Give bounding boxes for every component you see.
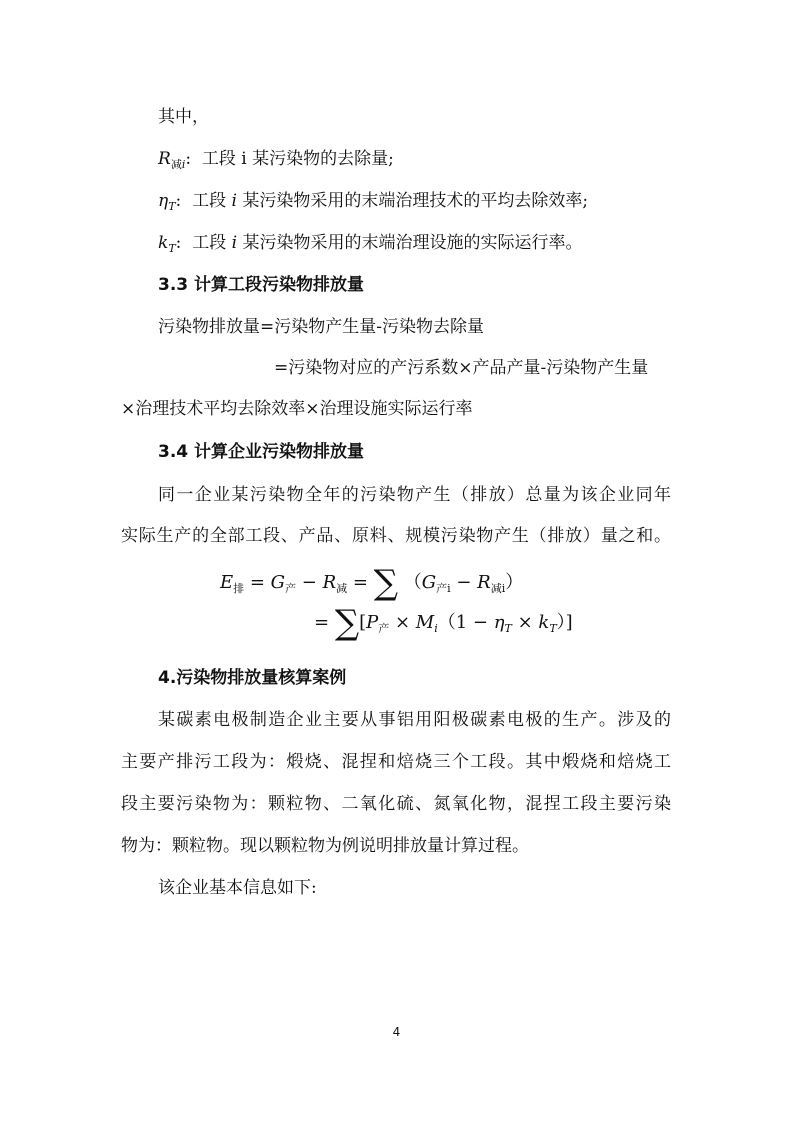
symbol-k: $k_T$	[158, 233, 176, 255]
page-number: 4	[392, 1025, 401, 1039]
section-3-3-line-2: =污染物对应的产污系数×产品产量-污染物产生量	[274, 358, 649, 378]
section-3-4-line-1: 同一企业某污染物全年的污染物产生（排放）总量为该企业同年	[158, 485, 671, 505]
section-4-line-5: 该企业基本信息如下:	[158, 878, 317, 898]
section-4-line-2: 主要产排污工段为：煅烧、混捏和焙烧三个工段。其中煅烧和焙烧工	[121, 752, 671, 772]
section-3-3-heading: 3.3 计算工段污染物排放量	[158, 275, 365, 295]
symbol-eta: $\eta_T$	[158, 191, 176, 213]
section-4-line-1: 某碳素电极制造企业主要从事铝用阳极碳素电极的生产。涉及的	[158, 710, 671, 730]
section-4-line-4: 物为：颗粒物。现以颗粒物为例说明排放量计算过程。	[121, 836, 529, 856]
definition-r-text: 工段 i 某污染物的去除量;	[201, 149, 394, 169]
section-3-4-heading: 3.4 计算企业污染物排放量	[158, 442, 365, 462]
definition-r: $R_{减i}$: 工段 i 某污染物的去除量;	[158, 149, 394, 171]
formula-line-1: $E_排 = G_产 - R_减$ = ∑ $(G_{产i} - R_{减i})$	[220, 563, 524, 603]
section-3-3-line-3: ×治理技术平均去除效率×治理设施实际运行率	[121, 399, 473, 419]
intro-text: 其中，	[158, 107, 209, 127]
section-4-heading: 4.污染物排放量核算案例	[158, 668, 347, 688]
section-3-4-line-2: 实际生产的全部工段、产品、原料、规模污染物产生（排放）量之和。	[121, 526, 671, 546]
summation-sign-2: ∑	[334, 603, 360, 643]
definition-eta: $\eta_T$: 工段 i 某污染物采用的末端治理技术的平均去除效率;	[158, 191, 589, 213]
section-4-line-3: 段主要污染物为：颗粒物、二氧化硫、氮氧化物，混捏工段主要污染	[121, 794, 671, 814]
section-3-3-line-1: 污染物排放量=污染物产生量-污染物去除量	[158, 317, 484, 337]
symbol-r: $R_{减i}$	[158, 149, 186, 171]
definition-k: $k_T$: 工段 i 某污染物采用的末端治理设施的实际运行率。	[158, 233, 583, 255]
formula-line-2: = $\sum[P_产 \times M_i(1 - \eta_T \times k_T)]$	[314, 603, 573, 643]
summation-sign: ∑	[373, 563, 398, 603]
